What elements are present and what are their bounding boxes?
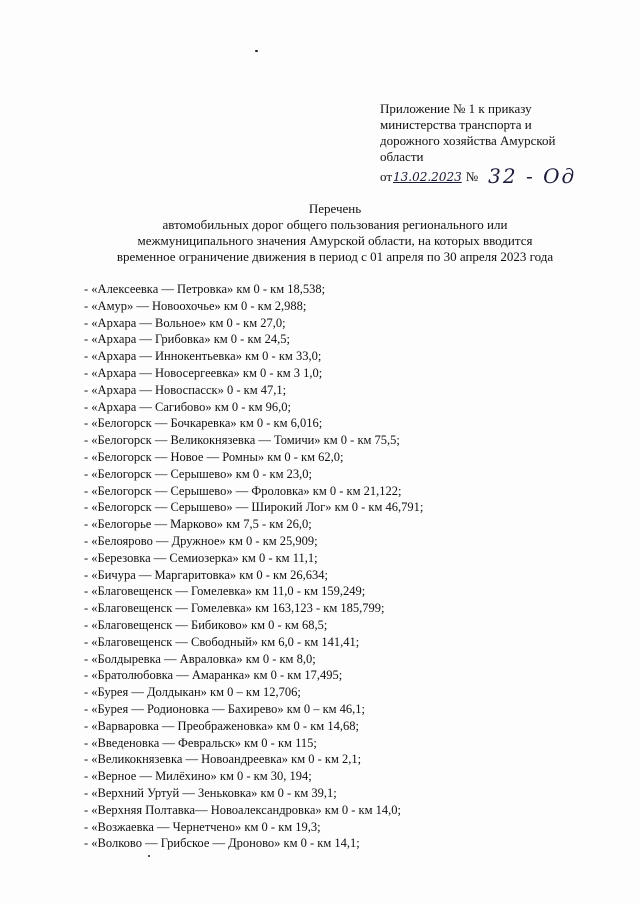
road-list-item: - «Благовещенск — Бибиково» км 0 - км 68,5; (84, 617, 328, 632)
road-list-item: - «Белогорск — Бочкаревка» км 0 - км 6,016; (84, 416, 323, 431)
scan-speck (255, 50, 258, 52)
road-list-item: - «Архара — Вольное» км 0 - км 27,0; (84, 315, 286, 330)
road-list-item: - «Великокнязевка — Новоандреевка» км 0 - км 2,1; (84, 752, 362, 767)
handwritten-date: 13.02.2023 (393, 170, 462, 184)
approval-line: Приложение № 1 к приказу (380, 101, 532, 116)
approval-line: области (380, 149, 424, 164)
road-list-item: - «Верхний Уртуй — Зеньковка» км 0 - км 39,1; (84, 785, 337, 800)
road-list-item: - «Введеновка — Февральск» км 0 - км 115; (84, 735, 317, 750)
road-list-item: - «Волково — Грибское — Дроново» км 0 - км 14,1; (84, 836, 360, 851)
road-list-item: - «Братолюбовка — Амаранка» км 0 - км 17,495; (84, 668, 343, 683)
document-title (70, 201, 600, 265)
road-list-item: - «Благовещенск — Гомелевка» км 163,123 - км 185,799; (84, 601, 385, 616)
road-list-item: - «Благовещенск — Свободный» км 6,0 - км 141,41; (84, 634, 360, 649)
road-list-item: - «Верхняя Полтавка— Новоалександровка» км 0 - км 14,0; (84, 802, 401, 817)
approval-line: дорожного хозяйства Амурской (380, 133, 556, 148)
scan-speck (148, 855, 150, 857)
road-list-item: - «Белогорск — Великокнязевка — Томичи» км 0 - км 75,5; (84, 433, 400, 448)
road-list-item: - «Архара — Иннокентьевка» км 0 - км 33,0; (84, 349, 322, 364)
road-list-item: - «Архара — Новосергеевка» км 0 - км 3 1,0; (84, 365, 323, 380)
road-list-item: - «Белогорск — Серышево» — Широкий Лог» км 0 - км 46,791; (84, 500, 424, 515)
road-list-item: - «Архара — Новоспасск» 0 - км 47,1; (84, 382, 287, 397)
road-list-item: - «Амур» — Новоохочье» км 0 - км 2,988; (84, 298, 307, 313)
road-list-item: - «Бурея — Долдыкан» км 0 – км 12,706; (84, 685, 301, 700)
road-list-item: - «Белогорск — Новое — Ромны» км 0 - км 62,0; (84, 449, 344, 464)
road-list-item: - «Варваровка — Преображеновка» км 0 - км 14,68; (84, 718, 359, 733)
road-list-item: - «Алексеевка — Петровка» км 0 - км 18,538; (84, 282, 326, 296)
road-list-item: - «Бурея — Родионовка — Бахирево» км 0 – км 46,1; (84, 701, 366, 716)
road-list-item: - «Белоярово — Дружное» км 0 - км 25,909; (84, 533, 318, 548)
date-prefix: от (380, 169, 393, 184)
road-list-item: - «Архара — Грибовка» км 0 - км 24,5; (84, 332, 290, 347)
road-list-item: - «Белогорск — Серышево» — Фроловка» км 0 - км 21,122; (84, 483, 402, 498)
road-list-item: - «Болдыревка — Авраловка» км 0 - км 8,0; (84, 651, 316, 666)
order-date-line (380, 164, 610, 188)
approval-block (380, 101, 610, 188)
road-list-item: - «Благовещенск — Гомелевка» км 11,0 - км 159,249; (84, 584, 366, 599)
road-list-item: - «Архара — Сагибово» км 0 - км 96,0; (84, 399, 291, 414)
road-list-item: - «Возжаевка — Чернетчено» км 0 - км 19,3; (84, 819, 321, 834)
road-list-item: - «Верное — Милёхино» км 0 - км 30, 194; (84, 769, 312, 784)
number-sign: № (465, 169, 479, 184)
handwritten-order-number: 32 - Од (488, 164, 577, 188)
roads-list (84, 281, 604, 852)
road-list-item: - «Бичура — Маргаритовка» км 0 - км 26,634; (84, 567, 329, 582)
title-line: межмуниципального значения Амурской области, на которых вводится (137, 233, 533, 248)
road-list-item: - «Белогорье — Марково» км 7,5 - км 26,0; (84, 517, 312, 532)
road-list-item: - «Березовка — Семиозерка» км 0 - км 11,1; (84, 550, 318, 565)
title-line: автомобильных дорог общего пользования регионального или (162, 217, 508, 232)
title-heading: Перечень (308, 201, 362, 216)
approval-line: министерства транспорта и (380, 117, 532, 132)
title-line: временное ограничение движения в период с 01 апреля по 30 апреля 2023 года (116, 249, 554, 264)
road-list-item: - «Белогорск — Серышево» км 0 - км 23,0; (84, 466, 312, 481)
